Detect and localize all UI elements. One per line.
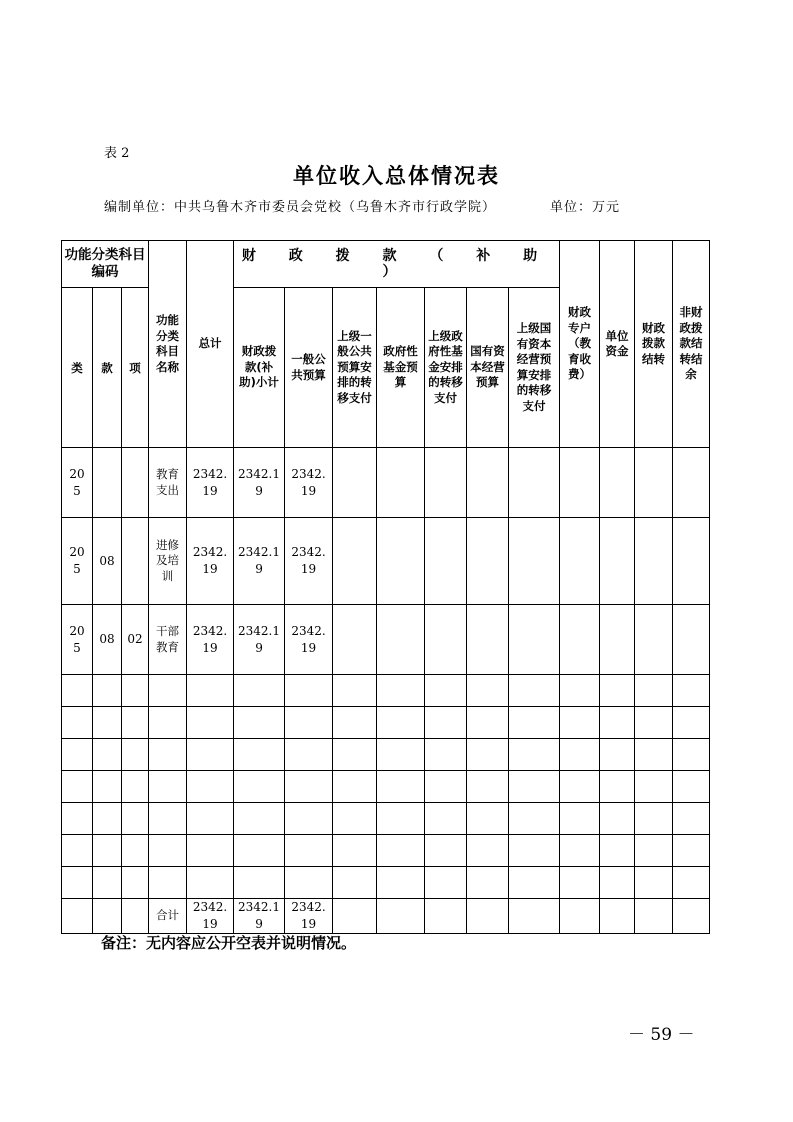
- cell-lei: 205: [62, 605, 93, 675]
- empty-row: [62, 707, 710, 739]
- header-general-budget: 一般公共预算: [285, 288, 333, 448]
- header-unit-fund: 单位资金: [600, 241, 635, 448]
- empty-row: [62, 867, 710, 899]
- cell-general-budget: 2342.19: [285, 605, 333, 675]
- header-kuan: 款: [93, 288, 122, 448]
- empty-row: [62, 771, 710, 803]
- cell-xiang: [122, 518, 149, 605]
- header-fiscal-carryover: 财政拨款结转: [635, 241, 673, 448]
- total-label: 合计: [149, 899, 187, 934]
- cell-general-budget: 2342.19: [285, 518, 333, 605]
- income-table: [61, 240, 710, 934]
- total-general-budget: 2342.19: [285, 899, 333, 934]
- header-gov-fund-budget: 政府性基金预算: [377, 288, 425, 448]
- cell-lei: 205: [62, 448, 93, 518]
- header-state-capital-budget: 国有资本经营预算: [467, 288, 509, 448]
- table-row: [62, 518, 710, 605]
- currency-unit: 单位：万元: [550, 200, 621, 215]
- cell-total: 2342.19: [187, 518, 234, 605]
- page-number: － 59 －: [628, 1025, 695, 1045]
- cell-xiang: 02: [122, 605, 149, 675]
- total-row: [62, 899, 710, 934]
- cell-total: 2342.19: [187, 448, 234, 518]
- cell-general-budget: 2342.19: [285, 448, 333, 518]
- table-row: [62, 605, 710, 675]
- cell-name: 教育支出: [149, 448, 187, 518]
- cell-fiscal-subtotal: 2342.19: [234, 448, 285, 518]
- cell-kuan: [93, 448, 122, 518]
- header-upper-state-capital-transfer: 上级国有资本经营预算安排的转移支付: [509, 288, 560, 448]
- cell-total: 2342.19: [187, 605, 234, 675]
- table-row: [62, 448, 710, 518]
- header-function-name: 功能分类科目名称: [149, 241, 187, 448]
- header-upper-gov-fund-transfer: 上级政府性基金安排的转移支付: [425, 288, 467, 448]
- empty-row: [62, 835, 710, 867]
- remark-note: 备注：无内容应公开空表并说明情况。: [101, 934, 357, 952]
- cell-fiscal-subtotal: 2342.19: [234, 518, 285, 605]
- cell-xiang: [122, 448, 149, 518]
- header-special-account: 财政专户（教育收费）: [560, 241, 600, 448]
- empty-row: [62, 803, 710, 835]
- compiling-unit: 编制单位：中共乌鲁木齐市委员会党校（乌鲁木齐市行政学院）: [104, 200, 497, 215]
- cell-lei: 205: [62, 518, 93, 605]
- total-fiscal-subtotal: 2342.19: [234, 899, 285, 934]
- header-xiang: 项: [122, 288, 149, 448]
- header-upper-general-transfer: 上级一般公共预算安排的转移支付: [333, 288, 377, 448]
- header-non-fiscal-carryover: 非财政拨款结转结余: [673, 241, 710, 448]
- header-lei: 类: [62, 288, 93, 448]
- cell-name: 干部教育: [149, 605, 187, 675]
- header-function-code: 功能分类科目编码: [62, 241, 149, 288]
- cell-kuan: 08: [93, 518, 122, 605]
- table-label: 表 2: [104, 146, 130, 161]
- cell-kuan: 08: [93, 605, 122, 675]
- document-title: 单位收入总体情况表: [293, 164, 500, 188]
- empty-row: [62, 675, 710, 707]
- total-sum: 2342.19: [187, 899, 234, 934]
- cell-name: 进修及培训: [149, 518, 187, 605]
- header-fiscal-appropriation: 财 政 拨 款 （ 补 助 ）: [234, 241, 560, 288]
- cell-fiscal-subtotal: 2342.19: [234, 605, 285, 675]
- header-total: 总计: [187, 241, 234, 448]
- header-fiscal-subtotal: 财政拨款(补助)小计: [234, 288, 285, 448]
- empty-row: [62, 739, 710, 771]
